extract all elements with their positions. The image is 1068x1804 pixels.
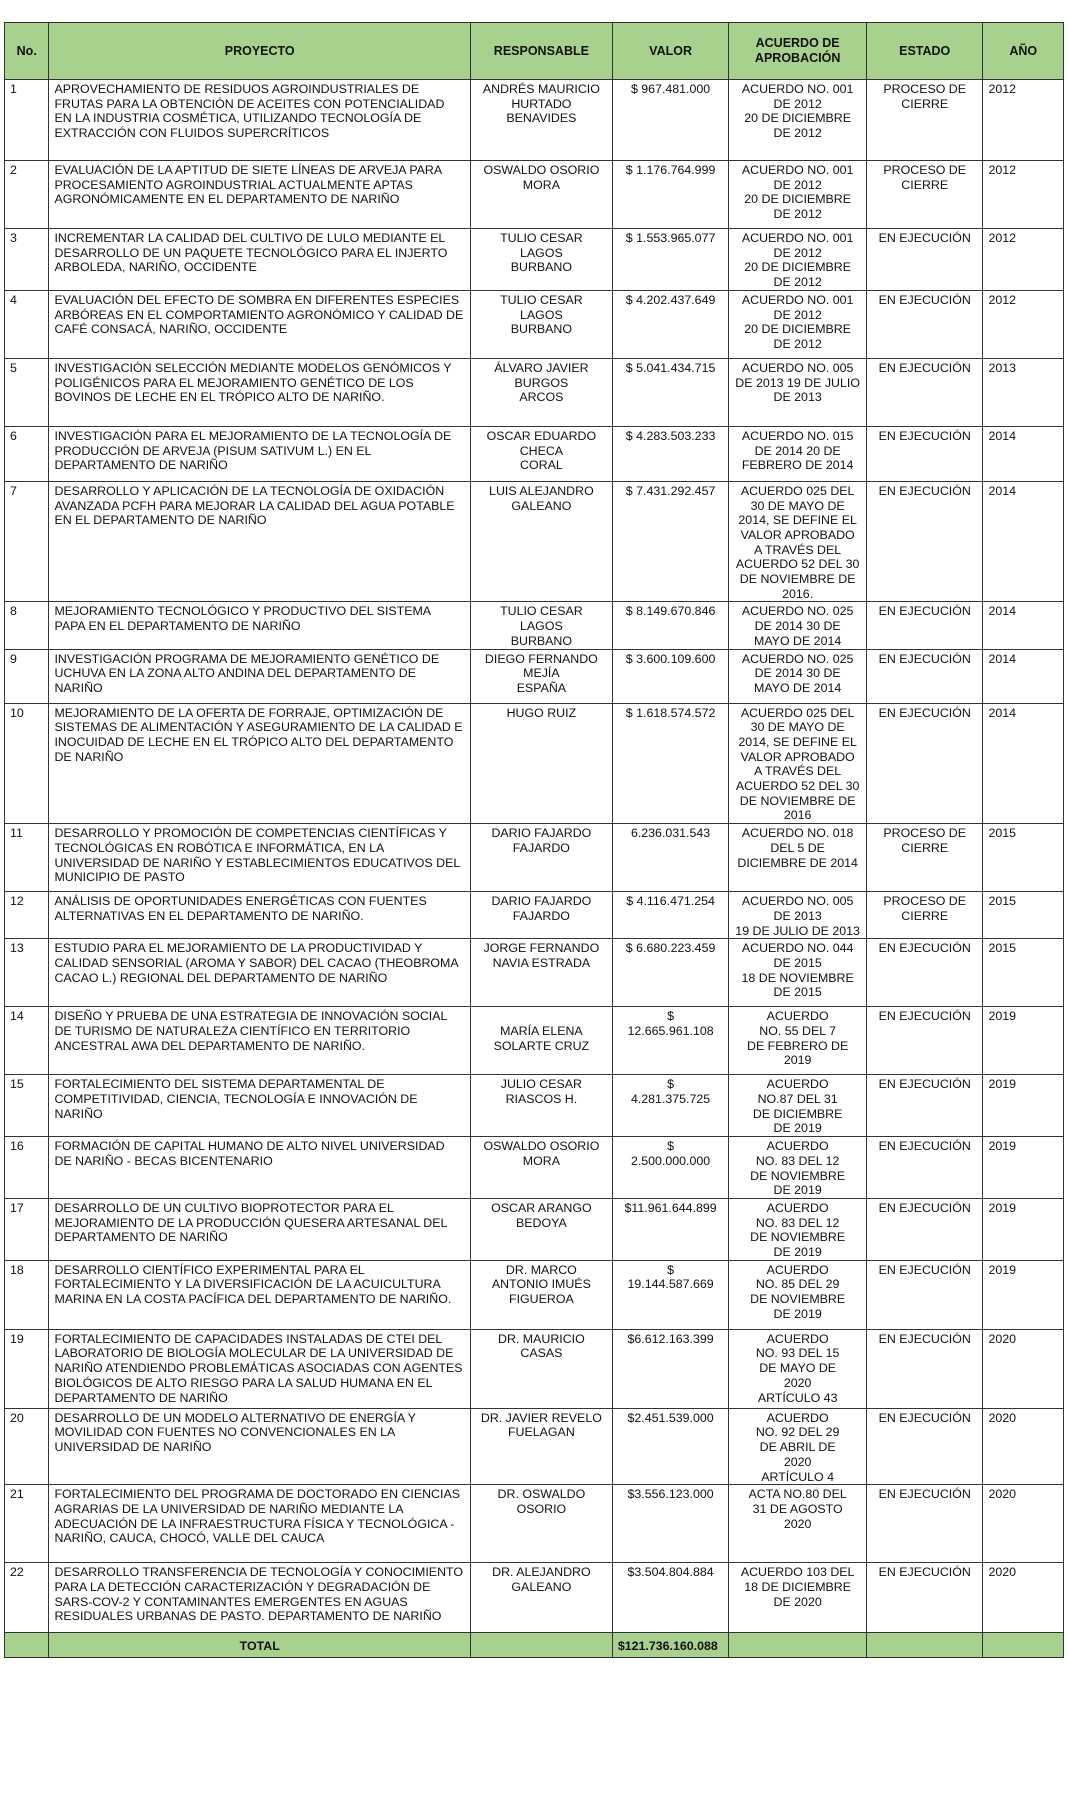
cell-responsable: TULIO CESAR LAGOS BURBANO xyxy=(470,229,612,291)
cell-proyecto: DISEÑO Y PRUEBA DE UNA ESTRATEGIA DE INNOVACIÓN SOCIAL DE TURISMO DE NATURALEZA CIENTÍFICO EN TERRITORIO ANCESTRAL AWA DEL DEPARTAMENTO DE NARIÑO. xyxy=(49,1007,470,1075)
cell-estado: EN EJECUCIÓN xyxy=(866,1260,982,1329)
table-row xyxy=(5,1563,1064,1633)
cell-responsable: OSWALDO OSORIO MORA xyxy=(470,1137,612,1199)
cell-valor: $11.961.644.899 xyxy=(612,1198,728,1260)
table-body xyxy=(5,80,1064,1633)
cell-no: 18 xyxy=(5,1260,49,1329)
cell-anio: 2019 xyxy=(983,1260,1064,1329)
cell-no: 10 xyxy=(5,703,49,824)
cell-acuerdo: ACUERDO NO. 018 DEL 5 DE DICIEMBRE DE 2014 xyxy=(729,824,867,892)
table-row xyxy=(5,1329,1064,1408)
cell-acuerdo: ACTA NO.80 DEL 31 DE AGOSTO 2020 xyxy=(729,1485,867,1563)
cell-estado: EN EJECUCIÓN xyxy=(866,649,982,703)
table-row xyxy=(5,80,1064,161)
cell-valor: $2.451.539.000 xyxy=(612,1408,728,1485)
cell-estado: EN EJECUCIÓN xyxy=(866,426,982,481)
table-row xyxy=(5,358,1064,426)
cell-responsable: DR. ALEJANDRO GALEANO xyxy=(470,1563,612,1633)
cell-no: 19 xyxy=(5,1329,49,1408)
cell-anio: 2012 xyxy=(983,290,1064,358)
cell-anio: 2020 xyxy=(983,1485,1064,1563)
cell-proyecto: MEJORAMIENTO DE LA OFERTA DE FORRAJE, OPTIMIZACIÓN DE SISTEMAS DE ALIMENTACIÓN Y ASEGURAMIENTO DE LA CALIDAD E INOCUIDAD DE LECHE EN EL TRÓPICO ALTO DEL DEPARTAMENTO DE NARIÑO xyxy=(49,703,470,824)
cell-valor: $ 19.144.587.669 xyxy=(612,1260,728,1329)
cell-valor: $ 8.149.670.846 xyxy=(612,602,728,649)
cell-estado: EN EJECUCIÓN xyxy=(866,939,982,1007)
cell-estado: EN EJECUCIÓN xyxy=(866,290,982,358)
cell-anio: 2020 xyxy=(983,1329,1064,1408)
cell-acuerdo: ACUERDO NO. 001 DE 2012 20 DE DICIEMBRE DE 2012 xyxy=(729,161,867,229)
header-no: No. xyxy=(5,23,49,80)
table-row xyxy=(5,161,1064,229)
cell-valor: $6.612.163.399 xyxy=(612,1329,728,1408)
cell-no: 5 xyxy=(5,358,49,426)
cell-acuerdo: ACUERDO NO. 005 DE 2013 19 DE JULIO DE 2013 xyxy=(729,358,867,426)
table-row xyxy=(5,703,1064,824)
cell-acuerdo: ACUERDO NO. 83 DEL 12 DE NOVIEMBRE DE 2019 xyxy=(729,1198,867,1260)
cell-responsable: OSCAR EDUARDO CHECA CORAL xyxy=(470,426,612,481)
cell-estado: PROCESO DE CIERRE xyxy=(866,80,982,161)
cell-anio: 2019 xyxy=(983,1075,1064,1137)
cell-proyecto: DESARROLLO DE UN MODELO ALTERNATIVO DE ENERGÍA Y MOVILIDAD CON FUENTES NO CONVENCIONALES EN LA UNIVERSIDAD DE NARIÑO xyxy=(49,1408,470,1485)
table-row xyxy=(5,824,1064,892)
cell-estado: EN EJECUCIÓN xyxy=(866,1485,982,1563)
cell-anio: 2014 xyxy=(983,649,1064,703)
cell-no: 22 xyxy=(5,1563,49,1633)
cell-acuerdo: ACUERDO NO. 044 DE 2015 18 DE NOVIEMBRE DE 2015 xyxy=(729,939,867,1007)
cell-acuerdo: ACUERDO NO. 83 DEL 12 DE NOVIEMBRE DE 2019 xyxy=(729,1137,867,1199)
cell-valor: $3.556.123.000 xyxy=(612,1485,728,1563)
cell-proyecto: FORTALECIMIENTO DEL SISTEMA DEPARTAMENTAL DE COMPETITIVIDAD, CIENCIA, TECNOLOGÍA E INNOVACIÓN DE NARIÑO xyxy=(49,1075,470,1137)
cell-estado: EN EJECUCIÓN xyxy=(866,1563,982,1633)
cell-anio: 2015 xyxy=(983,892,1064,939)
cell-responsable: ANDRÉS MAURICIO HURTADO BENAVIDES xyxy=(470,80,612,161)
cell-valor: $ 1.176.764.999 xyxy=(612,161,728,229)
cell-estado: EN EJECUCIÓN xyxy=(866,1137,982,1199)
cell-proyecto: INVESTIGACIÓN PARA EL MEJORAMIENTO DE LA TECNOLOGÍA DE PRODUCCIÓN DE ARVEJA (PISUM SATIVUM L.) EN EL DEPARTAMENTO DE NARIÑO xyxy=(49,426,470,481)
cell-acuerdo: ACUERDO 025 DEL 30 DE MAYO DE 2014, SE DEFINE EL VALOR APROBADO A TRAVÉS DEL ACUERDO 52 DEL 30 DE NOVIEMBRE DE 2016 xyxy=(729,703,867,824)
cell-anio: 2014 xyxy=(983,481,1064,602)
total-label: TOTAL xyxy=(49,1633,470,1658)
total-cell-responsable xyxy=(470,1633,612,1658)
cell-anio: 2015 xyxy=(983,824,1064,892)
table-row xyxy=(5,1260,1064,1329)
cell-proyecto: ESTUDIO PARA EL MEJORAMIENTO DE LA PRODUCTIVIDAD Y CALIDAD SENSORIAL (AROMA Y SABOR) DEL CACAO (THEOBROMA CACAO L.) REGIONAL DEL DEPARTAMENTO DE NARIÑO xyxy=(49,939,470,1007)
total-cell-no xyxy=(5,1633,49,1658)
cell-valor: $ 967.481.000 xyxy=(612,80,728,161)
cell-responsable: DIEGO FERNANDO MEJÍA ESPAÑA xyxy=(470,649,612,703)
cell-proyecto: EVALUACIÓN DE LA APTITUD DE SIETE LÍNEAS DE ARVEJA PARA PROCESAMIENTO AGROINDUSTRIAL ACTUALMENTE APTAS AGRONÓMICAMENTE EN EL DEPARTAMENTO DE NARIÑO xyxy=(49,161,470,229)
table-row xyxy=(5,426,1064,481)
table-row xyxy=(5,290,1064,358)
cell-estado: EN EJECUCIÓN xyxy=(866,1329,982,1408)
cell-proyecto: FORTALECIMIENTO DEL PROGRAMA DE DOCTORADO EN CIENCIAS AGRARIAS DE LA UNIVERSIDAD DE NARIÑO MEDIANTE LA ADECUACIÓN DE LA INFRAESTRUCTURA FÍSICA Y TECNOLÓGICA - NARIÑO, CAUCA, CHOCÓ, VALLE DEL CAUCA xyxy=(49,1485,470,1563)
cell-acuerdo: ACUERDO NO. 92 DEL 29 DE ABRIL DE 2020 ARTÍCULO 4 xyxy=(729,1408,867,1485)
header-valor: VALOR xyxy=(612,23,728,80)
cell-anio: 2015 xyxy=(983,939,1064,1007)
cell-valor: $3.504.804.884 xyxy=(612,1563,728,1633)
cell-anio: 2014 xyxy=(983,703,1064,824)
header-anio: AÑO xyxy=(983,23,1064,80)
cell-anio: 2020 xyxy=(983,1408,1064,1485)
cell-valor: $ 2.500.000.000 xyxy=(612,1137,728,1199)
header-acuerdo: ACUERDO DE APROBACIÓN xyxy=(729,23,867,80)
cell-acuerdo: ACUERDO NO. 93 DEL 15 DE MAYO DE 2020 ARTÍCULO 43 xyxy=(729,1329,867,1408)
table-row xyxy=(5,1485,1064,1563)
cell-valor: $ 4.116.471.254 xyxy=(612,892,728,939)
header-proyecto: PROYECTO xyxy=(49,23,470,80)
cell-proyecto: DESARROLLO Y PROMOCIÓN DE COMPETENCIAS CIENTÍFICAS Y TECNOLÓGICAS EN ROBÓTICA E INFORMÁTICA, EN LA UNIVERSIDAD DE NARIÑO Y ESTABLECIMIENTOS EDUCATIVOS DEL MUNICIPIO DE PASTO xyxy=(49,824,470,892)
cell-no: 1 xyxy=(5,80,49,161)
cell-no: 11 xyxy=(5,824,49,892)
cell-estado: PROCESO DE CIERRE xyxy=(866,161,982,229)
cell-acuerdo: ACUERDO NO. 005 DE 2013 19 DE JULIO DE 2013 xyxy=(729,892,867,939)
cell-no: 2 xyxy=(5,161,49,229)
cell-anio: 2019 xyxy=(983,1137,1064,1199)
cell-no: 8 xyxy=(5,602,49,649)
cell-proyecto: DESARROLLO TRANSFERENCIA DE TECNOLOGÍA Y CONOCIMIENTO PARA LA DETECCIÓN CARACTERIZACIÓN Y DEGRADACIÓN DE SARS-COV-2 Y CONTAMINANTES EMERGENTES EN AGUAS RESIDUALES URBANAS DE PASTO. DEPARTAMENTO DE NARIÑO xyxy=(49,1563,470,1633)
cell-responsable: DR. OSWALDO OSORIO xyxy=(470,1485,612,1563)
cell-no: 13 xyxy=(5,939,49,1007)
cell-proyecto: DESARROLLO CIENTÍFICO EXPERIMENTAL PARA EL FORTALECIMIENTO Y LA DIVERSIFICACIÓN DE LA ACUICULTURA MARINA EN LA COSTA PACÍFICA DEL DEPARTAMENTO DE NARIÑO. xyxy=(49,1260,470,1329)
cell-responsable: TULIO CESAR LAGOS BURBANO xyxy=(470,290,612,358)
cell-valor: $ 1.553.965.077 xyxy=(612,229,728,291)
cell-anio: 2012 xyxy=(983,80,1064,161)
cell-responsable: JORGE FERNANDO NAVIA ESTRADA xyxy=(470,939,612,1007)
cell-no: 14 xyxy=(5,1007,49,1075)
cell-responsable: OSCAR ARANGO BEDOYA xyxy=(470,1198,612,1260)
cell-proyecto: INVESTIGACIÓN SELECCIÓN MEDIANTE MODELOS GENÓMICOS Y POLIGÉNICOS PARA EL MEJORAMIENTO GENÉTICO DE LOS BOVINOS DE LECHE EN EL TRÓPICO ALTO DE NARIÑO. xyxy=(49,358,470,426)
cell-valor: $ 7.431.292.457 xyxy=(612,481,728,602)
cell-proyecto: FORTALECIMIENTO DE CAPACIDADES INSTALADAS DE CTEI DEL LABORATORIO DE BIOLOGÍA MOLECULAR DE LA UNIVERSIDAD DE NARIÑO ATENDIENDO PROBLEMÁTICAS ASOCIADAS CON AGENTES BIOLÓGICOS DE ALTO RIESGO PARA LA SALUD HUMANA EN EL DEPARTAMENTO DE NARIÑO xyxy=(49,1329,470,1408)
cell-responsable: TULIO CESAR LAGOS BURBANO xyxy=(470,602,612,649)
cell-acuerdo: ACUERDO NO. 85 DEL 29 DE NOVIEMBRE DE 2019 xyxy=(729,1260,867,1329)
cell-estado: EN EJECUCIÓN xyxy=(866,229,982,291)
cell-proyecto: APROVECHAMIENTO DE RESIDUOS AGROINDUSTRIALES DE FRUTAS PARA LA OBTENCIÓN DE ACEITES CON POTENCIALIDAD EN LA INDUSTRIA COSMÉTICA, UTILIZANDO TECNOLOGÍA DE EXTRACCIÓN CON FLUIDOS SUPERCRÍTICOS xyxy=(49,80,470,161)
cell-estado: EN EJECUCIÓN xyxy=(866,1408,982,1485)
cell-anio: 2019 xyxy=(983,1198,1064,1260)
cell-no: 3 xyxy=(5,229,49,291)
cell-acuerdo: ACUERDO NO. 001 DE 2012 20 DE DICIEMBRE DE 2012 xyxy=(729,229,867,291)
table-row xyxy=(5,892,1064,939)
cell-anio: 2014 xyxy=(983,426,1064,481)
cell-proyecto: ANÁLISIS DE OPORTUNIDADES ENERGÉTICAS CON FUENTES ALTERNATIVAS EN EL DEPARTAMENTO DE NARIÑO. xyxy=(49,892,470,939)
cell-acuerdo: ACUERDO 103 DEL 18 DE DICIEMBRE DE 2020 xyxy=(729,1563,867,1633)
cell-acuerdo: ACUERDO NO. 001 DE 2012 20 DE DICIEMBRE DE 2012 xyxy=(729,80,867,161)
table-row xyxy=(5,481,1064,602)
cell-estado: EN EJECUCIÓN xyxy=(866,1075,982,1137)
cell-anio: 2012 xyxy=(983,229,1064,291)
table-row xyxy=(5,1075,1064,1137)
projects-sheet xyxy=(4,22,1064,1658)
cell-anio: 2019 xyxy=(983,1007,1064,1075)
cell-valor: $ 4.283.503.233 xyxy=(612,426,728,481)
table-row xyxy=(5,602,1064,649)
cell-no: 21 xyxy=(5,1485,49,1563)
cell-responsable: ÁLVARO JAVIER BURGOS ARCOS xyxy=(470,358,612,426)
cell-proyecto: EVALUACIÓN DEL EFECTO DE SOMBRA EN DIFERENTES ESPECIES ARBÓREAS EN EL COMPORTAMIENTO AGRONÓMICO Y CALIDAD DE CAFÉ CONSACÁ, NARIÑO, OCCIDENTE xyxy=(49,290,470,358)
cell-valor: $ 4.281.375.725 xyxy=(612,1075,728,1137)
cell-valor: $ 5.041.434.715 xyxy=(612,358,728,426)
cell-estado: PROCESO DE CIERRE xyxy=(866,892,982,939)
cell-acuerdo: ACUERDO NO.87 DEL 31 DE DICIEMBRE DE 2019 xyxy=(729,1075,867,1137)
cell-no: 20 xyxy=(5,1408,49,1485)
cell-responsable: DARIO FAJARDO FAJARDO xyxy=(470,892,612,939)
cell-valor: $ 4.202.437.649 xyxy=(612,290,728,358)
cell-estado: PROCESO DE CIERRE xyxy=(866,824,982,892)
cell-estado: EN EJECUCIÓN xyxy=(866,358,982,426)
projects-table xyxy=(4,22,1064,1658)
cell-proyecto: INVESTIGACIÓN PROGRAMA DE MEJORAMIENTO GENÉTICO DE UCHUVA EN LA ZONA ALTO ANDINA DEL DEPARTAMENTO DE NARIÑO xyxy=(49,649,470,703)
cell-acuerdo: ACUERDO NO. 001 DE 2012 20 DE DICIEMBRE DE 2012 xyxy=(729,290,867,358)
cell-estado: EN EJECUCIÓN xyxy=(866,602,982,649)
header-responsable: RESPONSABLE xyxy=(470,23,612,80)
cell-no: 7 xyxy=(5,481,49,602)
cell-acuerdo: ACUERDO NO. 025 DE 2014 30 DE MAYO DE 2014 xyxy=(729,602,867,649)
cell-responsable: DARIO FAJARDO FAJARDO xyxy=(470,824,612,892)
cell-proyecto: INCREMENTAR LA CALIDAD DEL CULTIVO DE LULO MEDIANTE EL DESARROLLO DE UN PAQUETE TECNOLÓGICO PARA EL INJERTO ARBOLEDA, NARIÑO, OCCIDENTE xyxy=(49,229,470,291)
cell-valor: $ 12.665.961.108 xyxy=(612,1007,728,1075)
cell-anio: 2013 xyxy=(983,358,1064,426)
cell-no: 16 xyxy=(5,1137,49,1199)
cell-proyecto: MEJORAMIENTO TECNOLÓGICO Y PRODUCTIVO DEL SISTEMA PAPA EN EL DEPARTAMENTO DE NARIÑO xyxy=(49,602,470,649)
cell-estado: EN EJECUCIÓN xyxy=(866,703,982,824)
header-estado: ESTADO xyxy=(866,23,982,80)
cell-no: 15 xyxy=(5,1075,49,1137)
cell-valor: $ 3.600.109.600 xyxy=(612,649,728,703)
cell-proyecto: DESARROLLO DE UN CULTIVO BIOPROTECTOR PARA EL MEJORAMIENTO DE LA PRODUCCIÓN QUESERA ARTESANAL DEL DEPARTAMENTO DE NARIÑO xyxy=(49,1198,470,1260)
cell-responsable: LUIS ALEJANDRO GALEANO xyxy=(470,481,612,602)
cell-no: 6 xyxy=(5,426,49,481)
cell-proyecto: DESARROLLO Y APLICACIÓN DE LA TECNOLOGÍA DE OXIDACIÓN AVANZADA PCFH PARA MEJORAR LA CALIDAD DEL AGUA POTABLE EN EL DEPARTAMENTO DE NARIÑO xyxy=(49,481,470,602)
table-row xyxy=(5,649,1064,703)
cell-acuerdo: ACUERDO NO. 55 DEL 7 DE FEBRERO DE 2019 xyxy=(729,1007,867,1075)
cell-acuerdo: ACUERDO NO. 015 DE 2014 20 DE FEBRERO DE 2014 xyxy=(729,426,867,481)
table-row xyxy=(5,939,1064,1007)
cell-estado: EN EJECUCIÓN xyxy=(866,1007,982,1075)
total-row xyxy=(5,1633,1064,1658)
cell-no: 9 xyxy=(5,649,49,703)
cell-responsable: DR. MARCO ANTONIO IMUÉS FIGUEROA xyxy=(470,1260,612,1329)
total-value: $121.736.160.088 xyxy=(612,1633,728,1658)
cell-estado: EN EJECUCIÓN xyxy=(866,481,982,602)
cell-responsable: HUGO RUIZ xyxy=(470,703,612,824)
cell-valor: 6.236.031.543 xyxy=(612,824,728,892)
cell-responsable: DR. JAVIER REVELO FUELAGAN xyxy=(470,1408,612,1485)
cell-responsable: MARÍA ELENA SOLARTE CRUZ xyxy=(470,1007,612,1075)
total-cell-anio xyxy=(983,1633,1064,1658)
cell-acuerdo: ACUERDO NO. 025 DE 2014 30 DE MAYO DE 2014 xyxy=(729,649,867,703)
cell-proyecto: FORMACIÓN DE CAPITAL HUMANO DE ALTO NIVEL UNIVERSIDAD DE NARIÑO - BECAS BICENTENARIO xyxy=(49,1137,470,1199)
cell-no: 12 xyxy=(5,892,49,939)
total-cell-acuerdo xyxy=(729,1633,867,1658)
table-row xyxy=(5,1137,1064,1199)
table-row xyxy=(5,1408,1064,1485)
cell-valor: $ 1.618.574.572 xyxy=(612,703,728,824)
cell-anio: 2012 xyxy=(983,161,1064,229)
cell-anio: 2020 xyxy=(983,1563,1064,1633)
cell-responsable: DR. MAURICIO CASAS xyxy=(470,1329,612,1408)
header-row xyxy=(5,23,1064,80)
table-row xyxy=(5,1198,1064,1260)
cell-acuerdo: ACUERDO 025 DEL 30 DE MAYO DE 2014, SE DEFINE EL VALOR APROBADO A TRAVÉS DEL ACUERDO 52 DEL 30 DE NOVIEMBRE DE 2016. xyxy=(729,481,867,602)
cell-estado: EN EJECUCIÓN xyxy=(866,1198,982,1260)
cell-no: 17 xyxy=(5,1198,49,1260)
cell-no: 4 xyxy=(5,290,49,358)
table-row xyxy=(5,229,1064,291)
cell-responsable: JULIO CESAR RIASCOS H. xyxy=(470,1075,612,1137)
table-row xyxy=(5,1007,1064,1075)
cell-anio: 2014 xyxy=(983,602,1064,649)
cell-responsable: OSWALDO OSORIO MORA xyxy=(470,161,612,229)
cell-valor: $ 6.680.223.459 xyxy=(612,939,728,1007)
total-cell-estado xyxy=(866,1633,982,1658)
